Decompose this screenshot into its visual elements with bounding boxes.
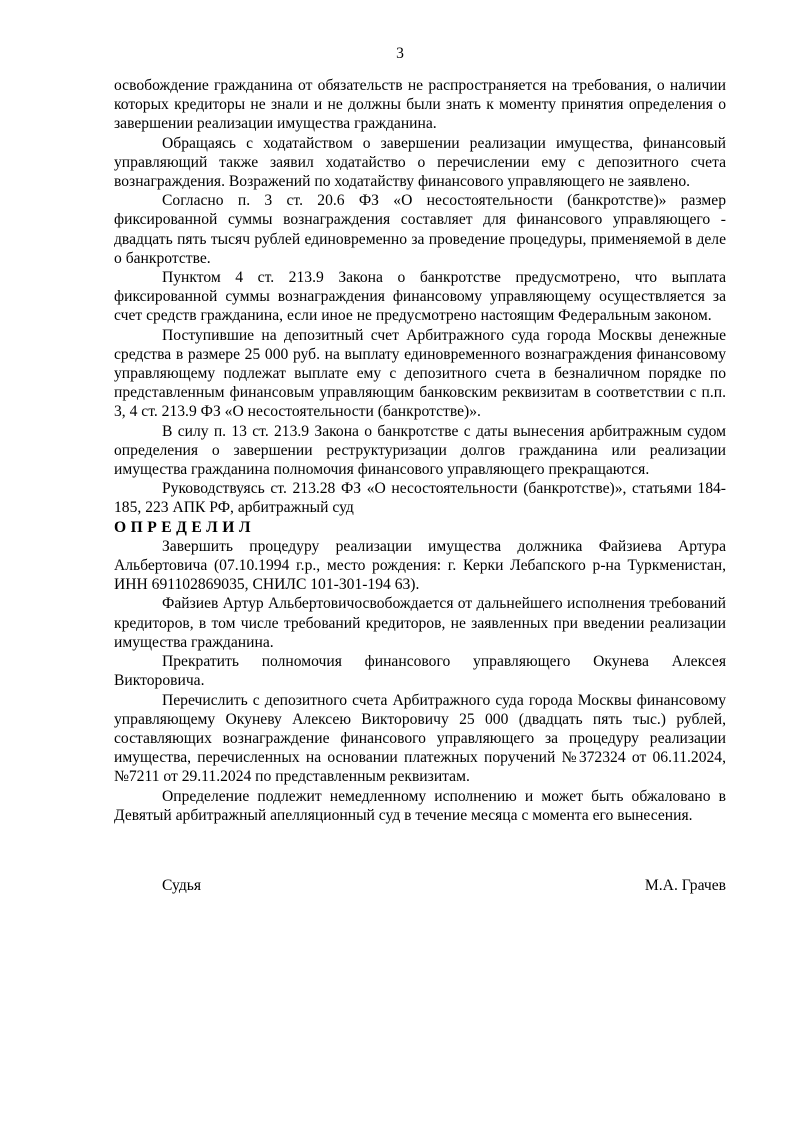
paragraph: В силу п. 13 ст. 213.9 Закона о банкротстве с даты вынесения арбитражным судом определения о завершении реструктуризации долгов гражданина или реализации имущества гражданина полномочия финансового управляющего прекращаются. [114,422,726,479]
signature-block [162,876,726,895]
signature-role: Судья [162,877,202,894]
document-body [114,76,726,825]
paragraph: Прекратить полномочия финансового управляющего Окунева Алексея Викторовича. [114,653,726,690]
paragraph: Перечислить с депозитного счета Арбитражного суда города Москвы финансовому управляющему Окуневу Алексею Викторовичу 25 000 (двадцать пять тыс.) рублей, составляющих вознаграждение финансового управляющего за процедуру реализации имущества, перечисленных на основании платежных поручений №372324 от 06.11.2024, №7211 от 29.11.2024 по представленным реквизитам. [114,691,726,786]
ruling-heading: ОПРЕДЕЛИЛ [114,518,255,536]
paragraph: Согласно п. 3 ст. 20.6 ФЗ «О несостоятельности (банкротстве)» размер фиксированной суммы вознаграждения составляет для финансового управляющего - двадцать пять тысяч рублей единовременно за проведение процедуры, применяемой в деле о банкротстве. [114,192,726,267]
paragraph: Пунктом 4 ст. 213.9 Закона о банкротстве предусмотрено, что выплата фиксированной суммы вознаграждения финансовому управляющему осуществляется за счет средств гражданина, если иное не предусмотрено настоящим Федеральным законом. [114,269,726,325]
paragraph: Определение подлежит немедленному исполнению и может быть обжаловано в Девятый арбитражный апелляционный суд в течение месяца с момента его вынесения. [114,787,726,824]
paragraph: Обращаясь с ходатайством о завершении реализации имущества, финансовый управляющий также заявил ходатайство о перечислении ему с депозитного счета вознаграждения. Возражений по ходатайству финансового управляющего не заявлено. [114,134,726,191]
paragraph: Завершить процедуру реализации имущества должника Файзиева Артура Альбертовича (07.10.1994 г.р., место рождения: г. Керки Лебапского р-на Туркменистан, ИНН 691102869035, СНИЛС 101-301-194 63). [114,537,726,594]
page-number: 3 [396,45,404,62]
paragraph: Файзиев Артур Альбертовичосвобождается от дальнейшего исполнения требований кредиторов, в том числе требований кредиторов, не заявленных при введении реализации имущества гражданина. [114,595,726,651]
paragraph: Руководствуясь ст. 213.28 ФЗ «О несостоятельности (банкротстве)», статьями 184-185, 223 АПК РФ, арбитражный суд [114,480,726,517]
paragraph: Поступившие на депозитный счет Арбитражного суда города Москвы денежные средства в размере 25 000 руб. на выплату единовременного вознаграждения финансовому управляющему подлежат выплате ему с депозитного счета в безналичном порядке по представленным финансовым управляющим банковским реквизитам в соответствии с п.п. 3, 4 ст. 213.9 ФЗ «О несостоятельности (банкротстве)». [114,326,726,421]
paragraph: освобождение гражданина от обязательств не распространяется на требования, о наличии которых кредиторы не знали и не должны были знать к моменту принятия определения о завершении реализации имущества гражданина. [114,77,726,133]
signature-name: М.А. Грачев [644,877,726,894]
